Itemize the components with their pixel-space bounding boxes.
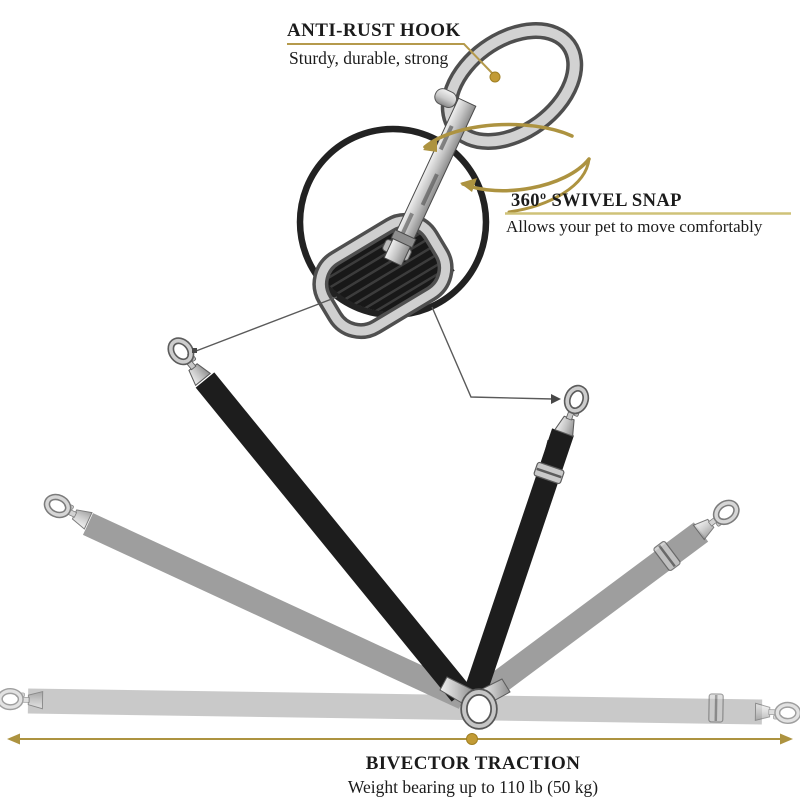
snap-hook-icon: [166, 337, 210, 386]
callout-endpoint-dot: [192, 348, 197, 353]
swivel-snap-title: 360º SWIVEL SNAP: [511, 191, 682, 211]
snap-hook-icon: [555, 385, 589, 436]
snap-hook-icon: [693, 498, 740, 539]
measure-dot-icon: [467, 734, 478, 745]
callout-line-left: [196, 297, 337, 351]
measure-line: [7, 734, 793, 745]
snap-hook-icon: [44, 494, 92, 529]
snap-hook-icon: [755, 703, 798, 721]
callout-arrowhead-icon: [551, 394, 561, 404]
anti-rust-hook-subtitle: Sturdy, durable, strong: [289, 48, 449, 68]
anti-rust-hook-title: ANTI-RUST HOOK: [287, 20, 461, 41]
strap-position-upper: [166, 337, 589, 694]
bivector-traction-title: BIVECTOR TRACTION: [365, 753, 581, 774]
arrow-right-icon: [780, 734, 793, 745]
snap-hook-icon: [0, 691, 43, 709]
leader-dot-icon: [490, 72, 500, 82]
strap-position-horizontal: [0, 691, 798, 722]
swivel-snap-subtitle: Allows your pet to move comfortably: [506, 217, 763, 236]
callout-line-right: [432, 307, 553, 399]
bivector-traction-subtitle: Weight bearing up to 110 lb (50 kg): [347, 777, 599, 797]
arrow-left-icon: [7, 734, 20, 745]
adjuster-buckle-icon: [709, 694, 723, 722]
